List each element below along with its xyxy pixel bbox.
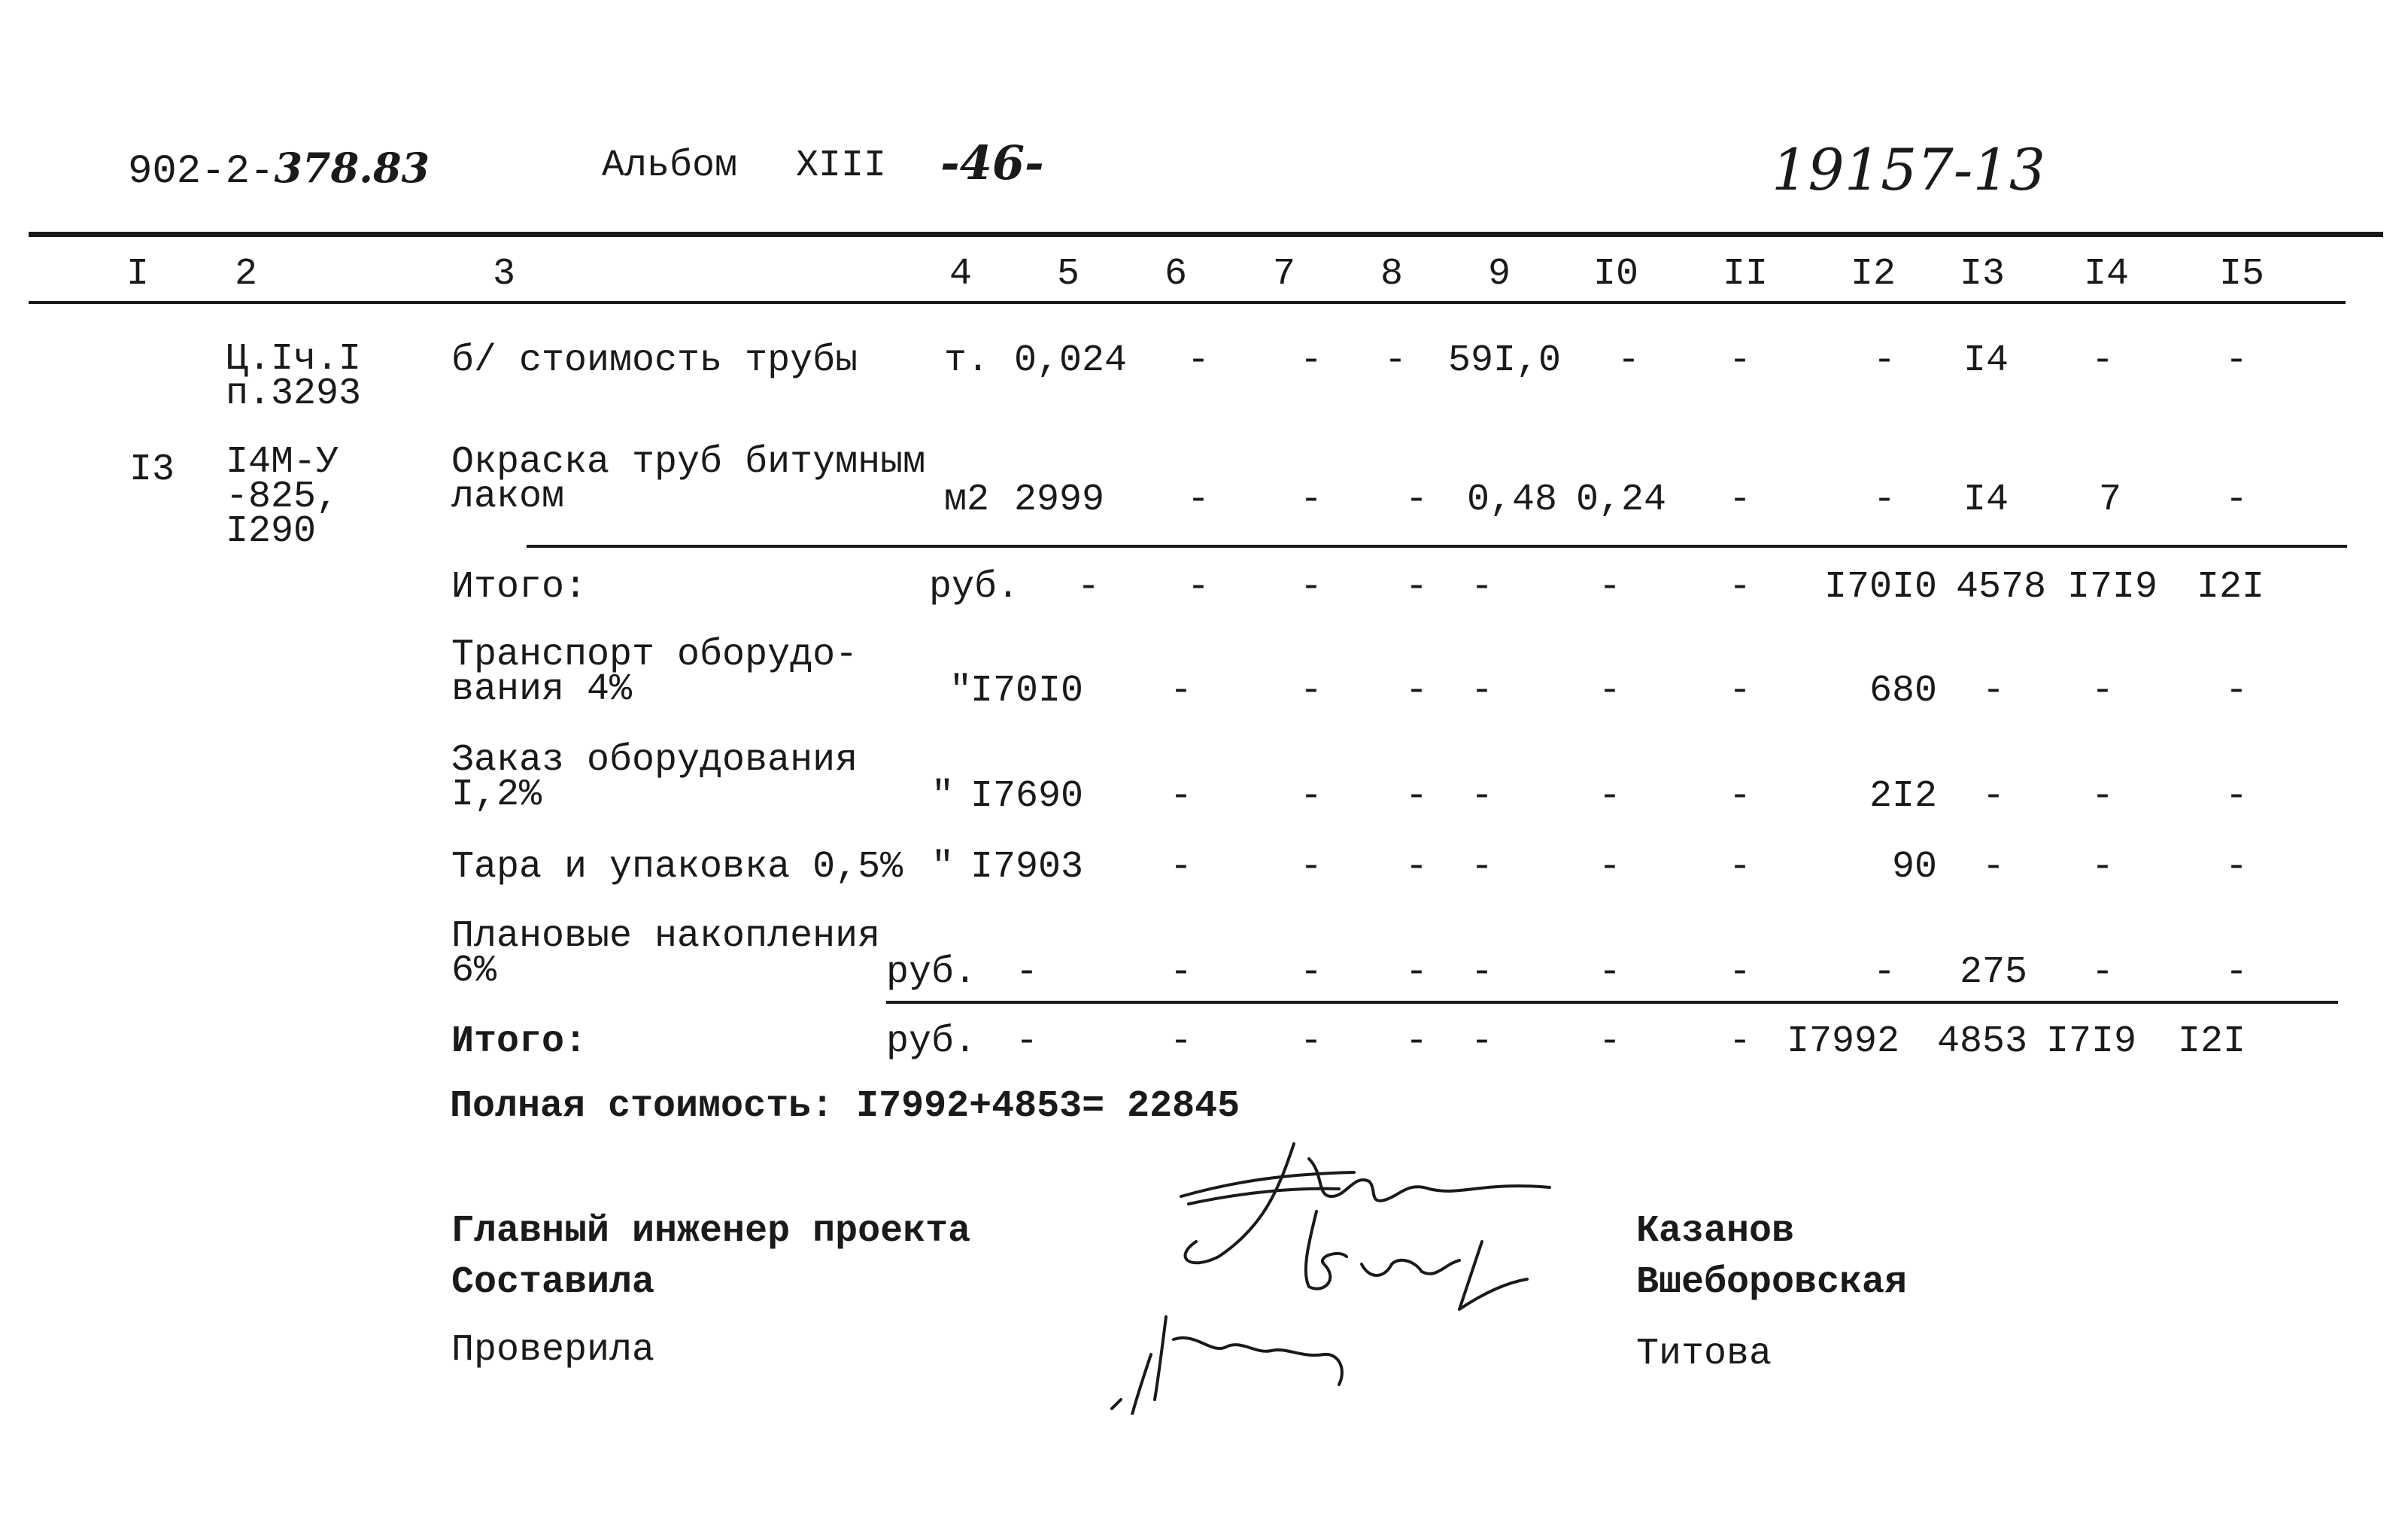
row-description: Тара и упаковка 0,5% xyxy=(451,846,903,889)
row-col-11: - xyxy=(1729,339,1752,382)
row-col-11: - xyxy=(1729,670,1752,713)
row-col-11: - xyxy=(1729,1020,1752,1063)
row-col-7: - xyxy=(1300,1020,1323,1063)
project-code-printed: 902-2- xyxy=(128,149,275,195)
row-col-6: - xyxy=(1170,775,1193,818)
row-unit: " xyxy=(931,775,955,818)
row-col-13: - xyxy=(1982,670,2006,713)
row-col-9: - xyxy=(1471,951,1494,994)
row-col-7: - xyxy=(1300,775,1323,818)
row-quantity: 2999 xyxy=(1014,479,1105,521)
row-col-9: 0,48 xyxy=(1467,479,1558,521)
col-2-header: 2 xyxy=(235,253,258,296)
signature-role-compiled: Составила xyxy=(451,1261,655,1304)
row-col-13: - xyxy=(1982,846,2006,889)
row-quantity: I7690 xyxy=(970,775,1084,818)
row-col-8: - xyxy=(1384,339,1407,382)
row-col-15: I2I xyxy=(2178,1020,2246,1063)
row-col-14: - xyxy=(2091,339,2115,382)
row-quantity: - xyxy=(1077,566,1101,609)
document-number: 19157-13 xyxy=(1772,136,2046,203)
page-mark: -46- xyxy=(940,135,1044,190)
row-col-15: - xyxy=(2225,846,2249,889)
signature-role-checked: Проверила xyxy=(451,1329,655,1372)
row-col-11: - xyxy=(1729,846,1752,889)
row-quantity: - xyxy=(1016,1020,1039,1063)
row-col-12: 680 xyxy=(1869,670,1938,713)
row-col-14: - xyxy=(2091,775,2115,818)
row-quantity: I7903 xyxy=(970,846,1084,889)
row-col-6: - xyxy=(1187,339,1210,382)
row-col-14: I7I9 xyxy=(2046,1020,2137,1063)
row-description: Заказ оборудования I,2% xyxy=(451,739,858,816)
row-unit: руб. xyxy=(886,951,977,994)
row-unit: т. xyxy=(944,339,990,382)
col-3-header: 3 xyxy=(493,253,516,296)
row-col-6: - xyxy=(1170,846,1193,889)
col-14-header: I4 xyxy=(2084,253,2130,296)
col-5-header: 5 xyxy=(1057,253,1080,296)
project-code-handwritten: 378.83 xyxy=(274,144,430,192)
album-label: Альбом xyxy=(602,144,738,187)
row-description: Транспорт оборудо- вания 4% xyxy=(451,634,858,711)
row-col-14: 7 xyxy=(2099,479,2122,521)
row-col-15: I2I xyxy=(2197,566,2265,609)
row-col-10: - xyxy=(1617,339,1641,382)
row-col-14: - xyxy=(2091,951,2115,994)
header-rule-top xyxy=(29,232,2383,237)
row-col-11: - xyxy=(1729,566,1752,609)
row-col-10: - xyxy=(1599,951,1622,994)
row-unit: " xyxy=(949,670,973,713)
col-6-header: 6 xyxy=(1165,253,1188,296)
row-col-6: - xyxy=(1170,951,1193,994)
subtotal-rule xyxy=(527,545,2347,548)
signature-name-checked: Титова xyxy=(1636,1333,1772,1375)
row-col-13: 4853 xyxy=(1937,1020,2028,1063)
row-col-15: - xyxy=(2225,339,2249,382)
row-col-8: - xyxy=(1405,951,1429,994)
row-col-14: - xyxy=(2091,670,2115,713)
row-col-15: - xyxy=(2225,775,2249,818)
row-col-10: - xyxy=(1599,1020,1622,1063)
album-number: XIII xyxy=(796,144,887,187)
row-description: б/ стоимость трубы xyxy=(451,339,858,382)
row-col-6: - xyxy=(1187,566,1210,609)
row-col-10: - xyxy=(1599,670,1622,713)
full-cost-line: Полная стоимость: I7992+4853= 22845 xyxy=(450,1085,1240,1128)
signature-chief-engineer xyxy=(1181,1144,1550,1263)
row-col-7: - xyxy=(1300,670,1323,713)
row-col-12: 90 xyxy=(1892,846,1938,889)
signature-compiled xyxy=(1306,1211,1527,1309)
row-unit: м2 xyxy=(944,479,990,521)
row-col-10: - xyxy=(1599,566,1622,609)
row-unit: руб. xyxy=(929,566,1020,609)
row-col-13: 4578 xyxy=(1956,566,2047,609)
row-unit: " xyxy=(931,846,955,889)
row-quantity: - xyxy=(1016,951,1039,994)
col-7-header: 7 xyxy=(1273,253,1296,296)
handwritten-signatures xyxy=(1038,1129,1580,1415)
row-quantity: I70I0 xyxy=(970,670,1084,713)
row-col-6: - xyxy=(1170,1020,1193,1063)
row-col-14: I7I9 xyxy=(2067,566,2158,609)
row-col-12: I7992 xyxy=(1787,1020,1900,1063)
row-col-10: - xyxy=(1599,846,1622,889)
row-col-12: - xyxy=(1873,951,1896,994)
row-col-7: - xyxy=(1300,339,1323,382)
row-description: Плановые накопления 6% xyxy=(451,915,881,992)
row-col-9: - xyxy=(1471,670,1494,713)
row-col-13: 275 xyxy=(1960,951,2028,994)
row-description: Итого: xyxy=(451,566,588,609)
signature-name-chief-engineer: Казанов xyxy=(1636,1210,1795,1253)
row-col-11: - xyxy=(1729,479,1752,521)
row-col-9: - xyxy=(1471,566,1494,609)
row-col-8: - xyxy=(1405,1020,1429,1063)
row-col-9: - xyxy=(1471,846,1494,889)
row-col-8: - xyxy=(1405,670,1429,713)
row-col-7: - xyxy=(1300,846,1323,889)
row-col-6: - xyxy=(1187,479,1210,521)
col-11-header: II xyxy=(1723,253,1769,296)
col-9-header: 9 xyxy=(1488,253,1511,296)
row-col-11: - xyxy=(1729,775,1752,818)
row-col-13: I4 xyxy=(1963,479,2009,521)
row-col-15: - xyxy=(2225,479,2249,521)
col-10-header: I0 xyxy=(1593,253,1639,296)
row-col-15: - xyxy=(2225,670,2249,713)
row-col-12: I70I0 xyxy=(1824,566,1938,609)
row-ref: Ц.Iч.I п.3293 xyxy=(226,338,362,415)
signature-role-chief-engineer: Главный инженер проекта xyxy=(451,1210,971,1253)
signature-checked xyxy=(1112,1317,1342,1415)
row-col-10: - xyxy=(1599,775,1622,818)
row-col-15: - xyxy=(2225,951,2249,994)
total-rule xyxy=(886,1001,2338,1004)
row-col-14: - xyxy=(2091,846,2115,889)
col-15-header: I5 xyxy=(2219,253,2265,296)
row-col-8: - xyxy=(1405,479,1429,521)
col-1-header: I xyxy=(126,253,150,296)
col-12-header: I2 xyxy=(1851,253,1896,296)
row-col-13: I4 xyxy=(1963,339,2009,382)
project-code xyxy=(128,144,430,195)
signature-name-compiled: Вшеборовская xyxy=(1636,1261,1908,1304)
row-col-13: - xyxy=(1982,775,2006,818)
row-col-9: 59I,0 xyxy=(1448,339,1562,382)
row-col-7: - xyxy=(1300,951,1323,994)
row-col-7: - xyxy=(1300,479,1323,521)
row-unit: руб. xyxy=(886,1020,977,1063)
col-8-header: 8 xyxy=(1380,253,1404,296)
row-description: Окраска труб битумным лаком xyxy=(451,441,926,518)
row-number: I3 xyxy=(129,448,175,491)
row-col-8: - xyxy=(1405,846,1429,889)
header-rule-bottom xyxy=(29,301,2346,304)
row-col-8: - xyxy=(1405,775,1429,818)
row-col-9: - xyxy=(1471,775,1494,818)
row-col-6: - xyxy=(1170,670,1193,713)
col-4-header: 4 xyxy=(949,253,973,296)
row-col-11: - xyxy=(1729,951,1752,994)
row-col-12: - xyxy=(1873,339,1896,382)
row-col-12: 2I2 xyxy=(1869,775,1938,818)
row-col-7: - xyxy=(1300,566,1323,609)
row-col-12: - xyxy=(1873,479,1896,521)
row-description: Итого: xyxy=(451,1020,588,1063)
row-ref: I4М-У -825, I290 xyxy=(226,441,339,553)
row-col-10: 0,24 xyxy=(1576,479,1667,521)
row-col-9: - xyxy=(1471,1020,1494,1063)
row-col-8: - xyxy=(1405,566,1429,609)
row-quantity: 0,024 xyxy=(1014,339,1128,382)
col-13-header: I3 xyxy=(1960,253,2006,296)
